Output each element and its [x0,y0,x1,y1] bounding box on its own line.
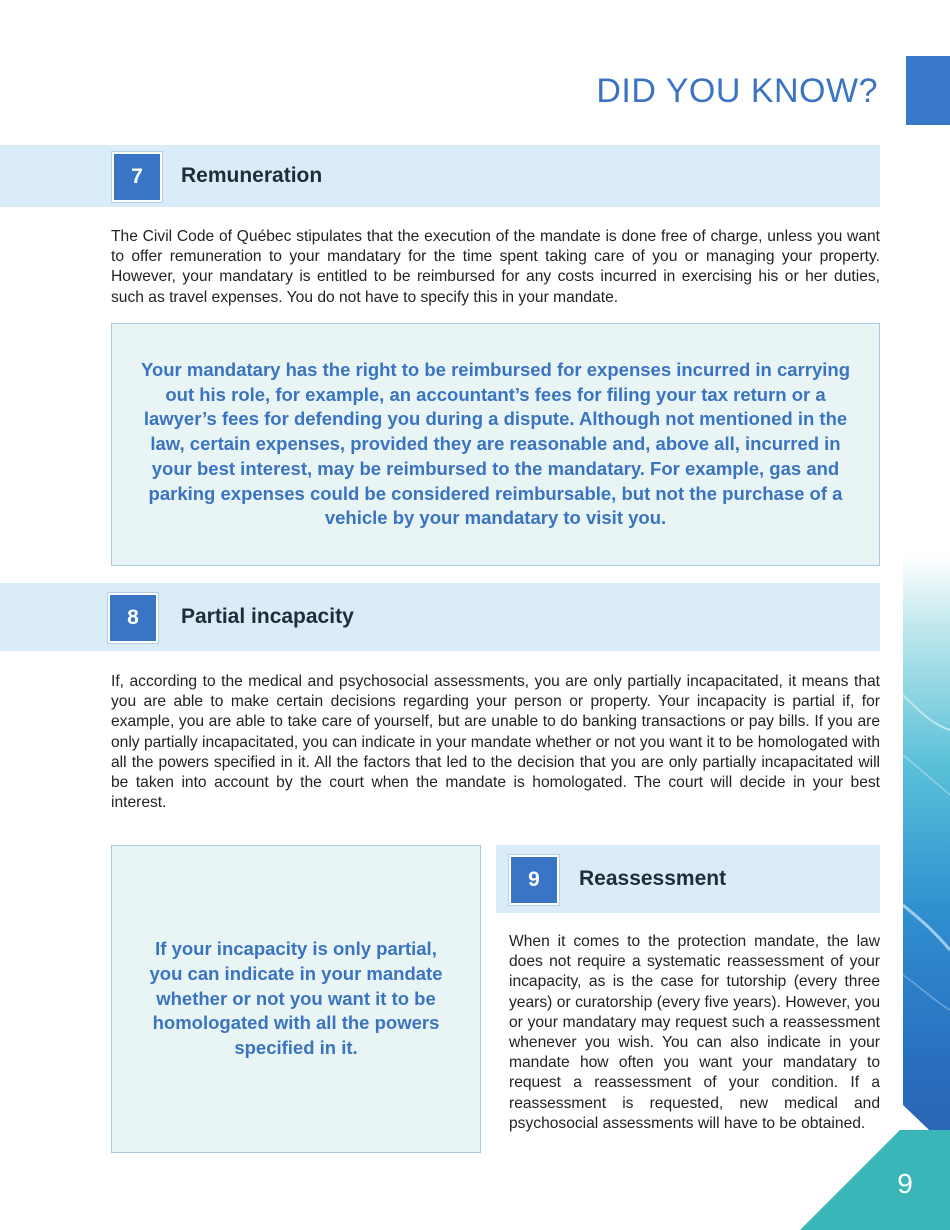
section-7-callout-text: Your mandatary has the right to be reimbursed for expenses incurred in carrying out his role, for example, an accountant’s fees for filing your tax return or a lawyer’s fees for defending you during a dispute. Although not mentioned in the law, certain expenses, provided they are reasonable and, above all, incurred in your best interest, may be reimbursed to the mandatary. For example, gas and parking expenses could be considered reimbursable, but not the purchase of a vehicle by your mandatary to visit you. [140,358,850,529]
section-7-callout-box [111,323,880,566]
decorative-wave-strip [903,555,950,1150]
section-9-title: Reassessment [579,867,727,890]
section-9-body: When it comes to the protection mandate, the law does not require a systematic reassessment of your incapacity, as is the case for tutorship (every three years) or curatorship (every five years). However, you or your mandatary may request such a reassessment whenever you wish. You can also indicate in your mandate how often you want your mandatary to request a reassessment of your condition. If a reassessment is requested, new medical and psychosocial assessments will have to be obtained. [509,933,880,1132]
section-8-title: Partial incapacity [181,605,354,628]
page-title: DID YOU KNOW? [596,72,878,110]
section-8-callout-box [111,845,481,1153]
top-corner-tab [906,56,950,125]
section-8-number-badge: 8 [108,593,158,643]
section-9-number-badge: 9 [509,855,559,905]
section-8-callout-text: If your incapacity is only partial, you can indicate in your mandate whether or not you want it to be homologated with all the powers specified in it. [149,938,443,1059]
section-7-body: The Civil Code of Québec stipulates that the execution of the mandate is done free of charge, unless you want to offer remuneration to your mandatary for the time spent taking care of you or managing your property. However, your mandatary is entitled to be reimbursed for any costs incurred in exercising his or her duties, such as travel expenses. You do not have to specify this in your mandate. [111,228,880,306]
section-7-number-badge: 7 [112,152,162,202]
section-8-body: If, according to the medical and psychosocial assessments, you are only partially incapacitated, it means that you are able to make certain decisions regarding your person or property. Your incapacity is partial if, for example, you are able to take care of yourself, but are unable to do banking transactions or pay bills. If you are only partially incapacitated, you can indicate in your mandate whether or not you want it to be homologated with all the powers specified in it. All the factors that led to the decision that you are only partially incapacitated will be taken into account by the court when the mandate is homologated. The court will decide in your best interest. [111,673,880,812]
page-number: 9 [897,1168,913,1199]
section-7-title: Remuneration [181,164,323,187]
